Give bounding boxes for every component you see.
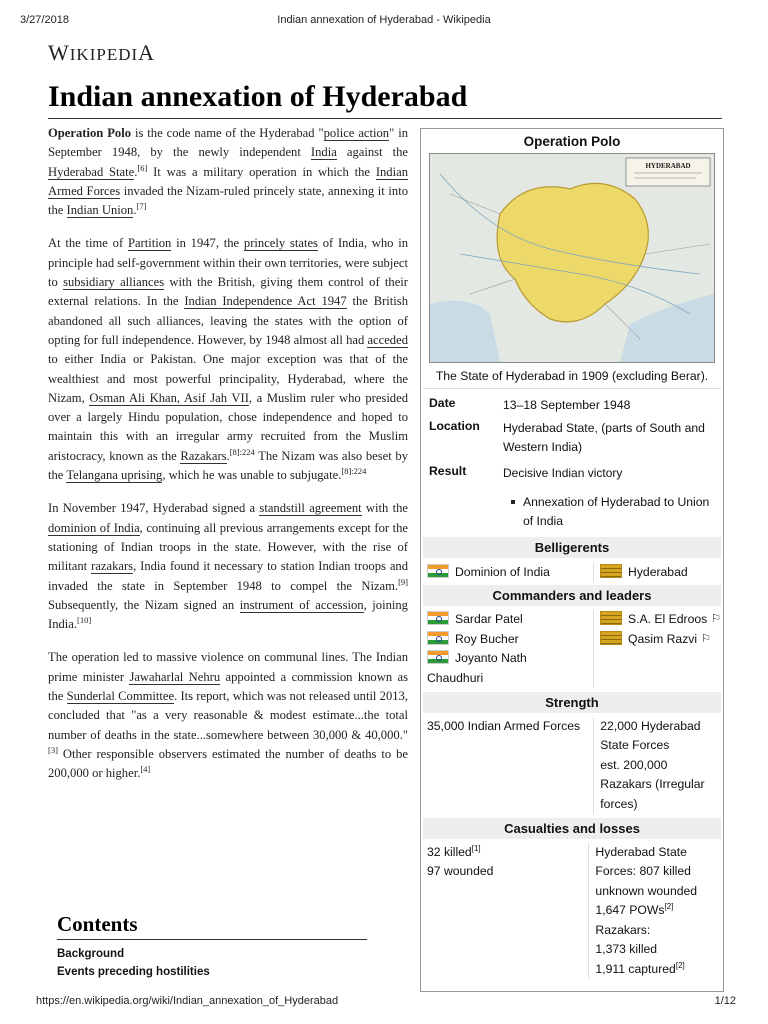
commander-bucher[interactable]: Roy Bucher: [455, 631, 519, 646]
map-graphic: [430, 154, 714, 362]
row-result: [421, 457, 723, 483]
commander-chaudhuri-cont[interactable]: Chaudhuri: [427, 670, 484, 685]
belligerents-row: [421, 558, 723, 585]
strength-heading: Strength: [423, 692, 721, 713]
date-label: Date: [429, 396, 456, 410]
link-india[interactable]: India: [310, 145, 337, 160]
white-flag-icon: ⚐: [711, 613, 722, 626]
print-page-number: 1/12: [714, 995, 736, 1007]
link-princely-states[interactable]: princely states: [243, 236, 318, 251]
page-title: Indian annexation of Hyderabad: [48, 78, 722, 119]
casualties-hyderabad-forces: Hyderabad State Forces: 807 killed unknown wounded 1,647 POWs: [595, 845, 698, 918]
ref-9[interactable]: [9]: [398, 576, 408, 587]
ref-4[interactable]: [4]: [140, 764, 151, 775]
ref-1[interactable]: [1]: [471, 844, 481, 853]
paragraph-1: Operation Polo is the code name of the Hyderabad "police action" in September 1948, by the newly independent India against the Hyderabad State.[6] It was a military operation in which the Indian Armed Forces invaded the Nizam-ruled princely state, annexing it into the Indian Union.[7]: [48, 126, 409, 218]
article-body: [48, 124, 408, 798]
ref-2b[interactable]: [2]: [675, 960, 685, 970]
contents-heading: Contents: [57, 912, 367, 940]
paragraph-3: In November 1947, Hyderabad signed a standstill agreement with the dominion of India, continuing all previous arrangements except for the stationing of Indian troops in the state. However, with the rise of militant razakars, India found it necessary to station Indian troops and invaded the state in September 1948 to compel the Nizam.[9] Subsequently, the Nizam signed an instrument of accession, joining India.[10]: [48, 501, 408, 632]
commanders-row: [421, 606, 723, 688]
white-flag-icon: ⚐: [701, 632, 711, 645]
hyderabad-flag-icon: [600, 564, 622, 578]
strength-hyderabad-forces: 22,000 Hyderabad State Forces: [600, 719, 701, 753]
ref-10[interactable]: [10]: [77, 614, 92, 625]
india-flag-icon: [427, 631, 449, 645]
link-subsidiary-alliances[interactable]: subsidiary alliances: [63, 275, 165, 290]
commander-chaudhuri[interactable]: Joyanto Nath: [455, 651, 527, 666]
casualties-india-killed: 32 killed: [427, 845, 472, 860]
link-police-action[interactable]: police action: [323, 126, 390, 140]
india-flag-icon: [427, 564, 449, 578]
paragraph-2: At the time of Partition in 1947, the princely states of India, who in principle had self-government within their own territories, were subject to subsidiary alliances with the British, giving them control of their external relations. In the Indian Independence Act 1947 the British abandoned all such alliances, leaving the states with the option of opting for full independence. However, by 1948 almost all had acceded to either India or Pakistan. One major exception was that of the wealthiest and most powerful principality, Hyderabad, where the Nizam, Osman Ali Khan, Asif Jah VII, a Muslim ruler who presided over a largely Hindu population, chose independence and hoped to maintain this with an irregular army recruited from the Muslim aristocracy, known as the Razakars.$^{[8]:224}$ The Nizam was also beset by the Telangana uprising, which he was unable to subjugate.$^{[8]:224}$: [48, 236, 409, 483]
row-location: [421, 415, 723, 457]
location-value: Hyderabad State, (parts of South and Western India): [503, 421, 705, 454]
link-razakars-2[interactable]: razakars: [91, 559, 134, 574]
print-date: 3/27/2018: [20, 14, 69, 26]
map-label: HYDERABAD: [645, 162, 691, 170]
contents-item-background[interactable]: Background: [57, 948, 125, 960]
ref-8a[interactable]: [8]:224: [229, 446, 255, 457]
result-value: Decisive Indian victory: [503, 466, 623, 480]
ref-6[interactable]: [6]: [137, 162, 148, 173]
link-jawaharlal-nehru[interactable]: Jawaharlal Nehru: [129, 669, 221, 684]
link-standstill-agreement[interactable]: standstill agreement: [259, 501, 362, 516]
casualties-row: [421, 839, 723, 979]
belligerent-india[interactable]: Dominion of India: [455, 565, 550, 579]
print-url: https://en.wikipedia.org/wiki/Indian_annexation_of_Hyderabad: [36, 995, 339, 1007]
strength-razakars: est. 200,000 Razakars (Irregular forces): [600, 757, 705, 811]
location-label: Location: [429, 419, 480, 433]
link-sunderlal-committee[interactable]: Sunderlal Committee: [66, 689, 175, 704]
india-flag-icon: [427, 611, 449, 625]
result-label: Result: [429, 464, 467, 478]
infobox-title: Operation Polo: [523, 134, 621, 149]
table-of-contents: [57, 912, 367, 978]
strength-india: 35,000 Indian Armed Forces: [427, 719, 581, 734]
commander-razvi[interactable]: Qasim Razvi: [628, 631, 698, 646]
ref-7[interactable]: [7]: [136, 201, 147, 211]
casualties-razakars-captured: 1,911 captured: [595, 961, 676, 976]
link-razakars[interactable]: Razakars: [180, 448, 227, 463]
link-hyderabad-state[interactable]: Hyderabad State: [48, 164, 135, 179]
hyderabad-flag-icon: [600, 611, 622, 625]
date-value: 13–18 September 1948: [503, 398, 631, 412]
hyderabad-flag-icon: [600, 631, 622, 645]
contents-item-events[interactable]: Events preceding hostilities: [57, 966, 210, 978]
strength-row: [421, 713, 723, 814]
link-indian-union[interactable]: Indian Union: [66, 203, 134, 218]
belligerents-heading: Belligerents: [423, 537, 721, 558]
ref-8b[interactable]: [8]:224: [341, 465, 367, 476]
casualties-razakars-label: Razakars:: [595, 922, 651, 937]
commander-edroos[interactable]: S.A. El Edroos: [628, 612, 708, 627]
ref-3[interactable]: [3]: [48, 744, 58, 755]
commander-patel[interactable]: Sardar Patel: [455, 612, 523, 627]
casualties-razakars-killed: 1,373 killed: [595, 942, 658, 957]
row-date: [421, 389, 723, 415]
wikipedia-logo[interactable]: WIKIPEDIA: [48, 40, 156, 65]
result-bullet: Annexation of Hyderabad to Union of India: [421, 483, 723, 531]
link-osman-ali-khan[interactable]: Osman Ali Khan, Asif Jah VII: [89, 390, 249, 405]
link-telangana-uprising[interactable]: Telangana uprising: [66, 468, 163, 483]
link-indian-armed-forces[interactable]: Indian Armed Forces: [48, 164, 408, 198]
link-partition[interactable]: Partition: [127, 236, 172, 251]
link-dominion-of-india[interactable]: dominion of India: [48, 520, 140, 535]
map-caption: The State of Hyderabad in 1909 (excluding Berar).: [435, 369, 709, 383]
infobox: [420, 128, 724, 992]
india-flag-icon: [427, 650, 449, 664]
ref-2a[interactable]: [2]: [664, 902, 674, 912]
casualties-heading: Casualties and losses: [423, 818, 721, 839]
paragraph-4: The operation led to massive violence on communal lines. The Indian prime minister Jawaharlal Nehru appointed a commission known as the Sunderlal Committee. Its report, which was not released until 2013, concluded that "as a very reasonable & modest estimate...the total number of deaths in the state...somewhere between 30,000 & 40,000."[3] Other responsible observers estimated the number of deaths to be 200,000 or higher.[4]: [48, 650, 409, 781]
link-independence-act[interactable]: Indian Independence Act 1947: [184, 294, 347, 309]
casualties-india-wounded: 97 wounded: [427, 864, 494, 879]
link-instrument-of-accession[interactable]: instrument of accession: [239, 597, 364, 612]
hyderabad-map-image[interactable]: [429, 153, 715, 363]
commanders-heading: Commanders and leaders: [423, 585, 721, 606]
print-tab-title: Indian annexation of Hyderabad - Wikipedia: [277, 14, 491, 26]
link-acceded[interactable]: acceded: [367, 332, 408, 347]
belligerent-hyderabad[interactable]: Hyderabad: [628, 565, 688, 579]
